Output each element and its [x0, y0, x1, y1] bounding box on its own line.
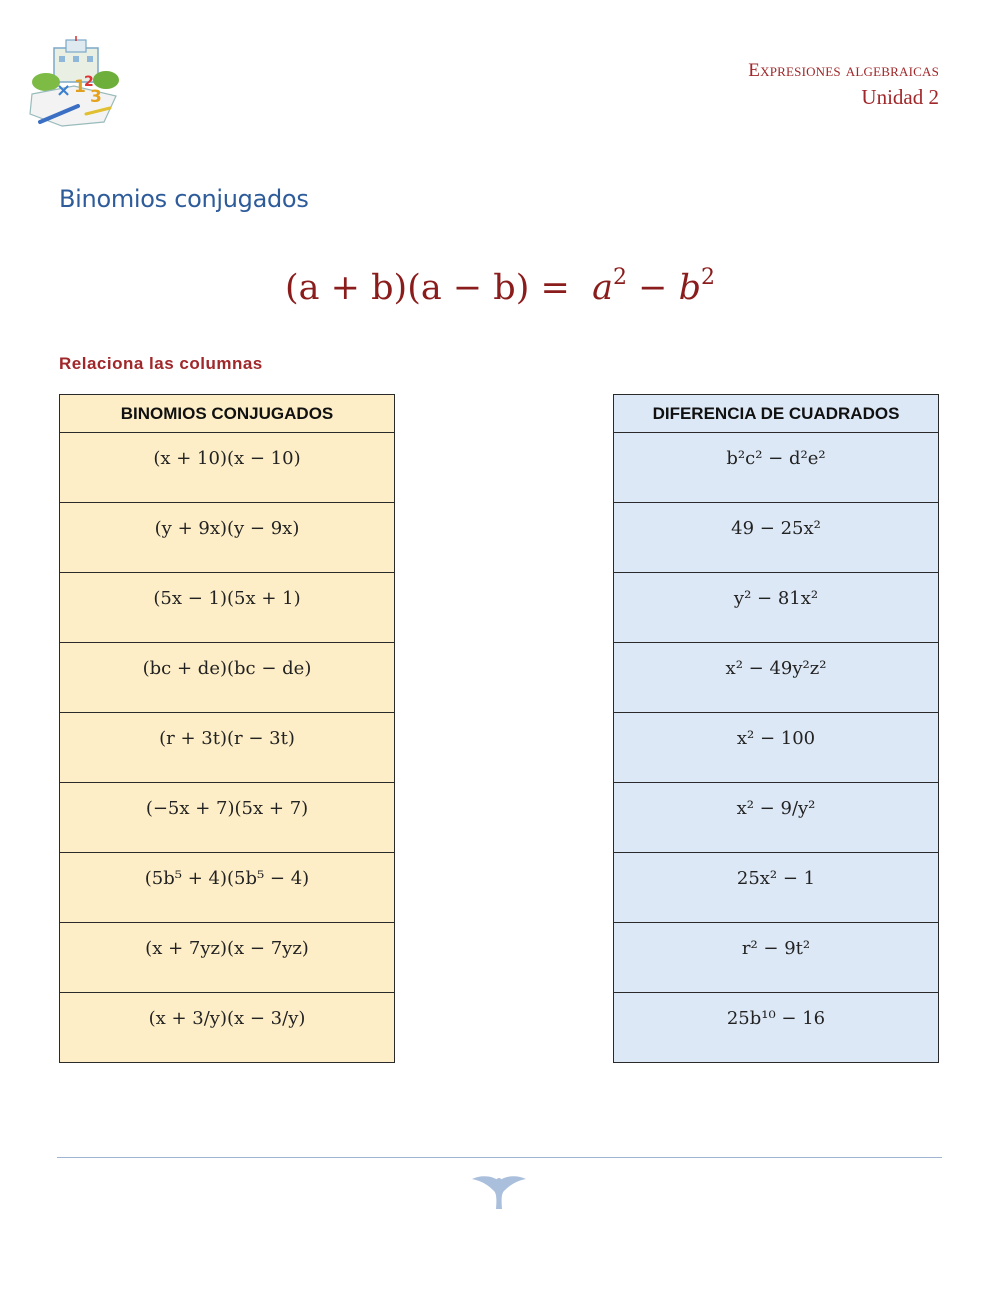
- svg-text:2: 2: [84, 74, 94, 90]
- difference-text: 49 − 25x²: [731, 518, 821, 539]
- difference-text: 25x² − 1: [736, 868, 816, 889]
- binomial-item[interactable]: [60, 503, 395, 573]
- difference-item[interactable]: [614, 713, 939, 783]
- binomial-text: (bc + de)(bc − de): [142, 658, 312, 679]
- binomial-text: (x + 3/y)(x − 3/y): [148, 1008, 306, 1029]
- conjugate-binomial-formula: [0, 265, 1000, 308]
- formula-lhs: (a + b)(a − b) =: [285, 268, 570, 308]
- difference-text: x² − 9/y²: [736, 798, 816, 819]
- difference-item[interactable]: [614, 503, 939, 573]
- binomial-text: (5b⁵ + 4)(5b⁵ − 4): [144, 868, 310, 889]
- binomial-item[interactable]: [60, 923, 395, 993]
- difference-item[interactable]: [614, 433, 939, 503]
- binomial-item[interactable]: [60, 993, 395, 1063]
- difference-text: 25b¹⁰ − 16: [726, 1008, 826, 1029]
- formula-a: a: [592, 268, 613, 308]
- difference-text: r² − 9t²: [741, 938, 811, 959]
- difference-item[interactable]: [614, 923, 939, 993]
- binomial-item[interactable]: [60, 573, 395, 643]
- binomials-table: [59, 394, 395, 1063]
- binomial-item[interactable]: [60, 713, 395, 783]
- binomials-header: BINOMIOS CONJUGADOS: [60, 395, 395, 433]
- formula-minus: −: [638, 268, 668, 308]
- difference-item[interactable]: [614, 993, 939, 1063]
- school-math-logo-icon: [26, 34, 122, 130]
- subject-title: Expresiones algebraicas: [748, 60, 939, 81]
- binomial-text: (x + 7yz)(x − 7yz): [145, 938, 309, 959]
- instruction-label: Relaciona las columnas: [59, 354, 263, 373]
- binomial-text: (−5x + 7)(5x + 7): [145, 798, 309, 819]
- squares-difference-header: DIFERENCIA DE CUADRADOS: [614, 395, 939, 433]
- footer-divider: [57, 1157, 942, 1158]
- difference-text: y² − 81x²: [733, 588, 819, 609]
- difference-item[interactable]: [614, 573, 939, 643]
- binomial-text: (y + 9x)(y − 9x): [154, 518, 300, 539]
- section-title: Binomios conjugados: [59, 185, 309, 213]
- binomial-text: (x + 10)(x − 10): [153, 448, 301, 469]
- difference-item[interactable]: [614, 643, 939, 713]
- binomial-item[interactable]: [60, 643, 395, 713]
- squares-difference-table: [613, 394, 939, 1063]
- difference-text: b²c² − d²e²: [726, 448, 826, 469]
- formula-b: b: [678, 268, 701, 308]
- binomial-text: (r + 3t)(r − 3t): [159, 728, 295, 749]
- footer-ornament-icon: [470, 1173, 528, 1213]
- svg-text:3: 3: [90, 87, 102, 107]
- document-header: [748, 58, 939, 110]
- formula-exp-b: 2: [700, 265, 715, 290]
- svg-text:×: ×: [56, 80, 72, 101]
- difference-text: x² − 49y²z²: [725, 658, 827, 679]
- binomial-item[interactable]: [60, 783, 395, 853]
- svg-text:1: 1: [74, 77, 86, 97]
- formula-exp-a: 2: [612, 265, 627, 290]
- difference-item[interactable]: [614, 853, 939, 923]
- binomial-text: (5x − 1)(5x + 1): [153, 588, 301, 609]
- unit-label: Unidad 2: [861, 85, 939, 109]
- binomial-item[interactable]: [60, 433, 395, 503]
- difference-text: x² − 100: [736, 728, 816, 749]
- difference-item[interactable]: [614, 783, 939, 853]
- binomial-item[interactable]: [60, 853, 395, 923]
